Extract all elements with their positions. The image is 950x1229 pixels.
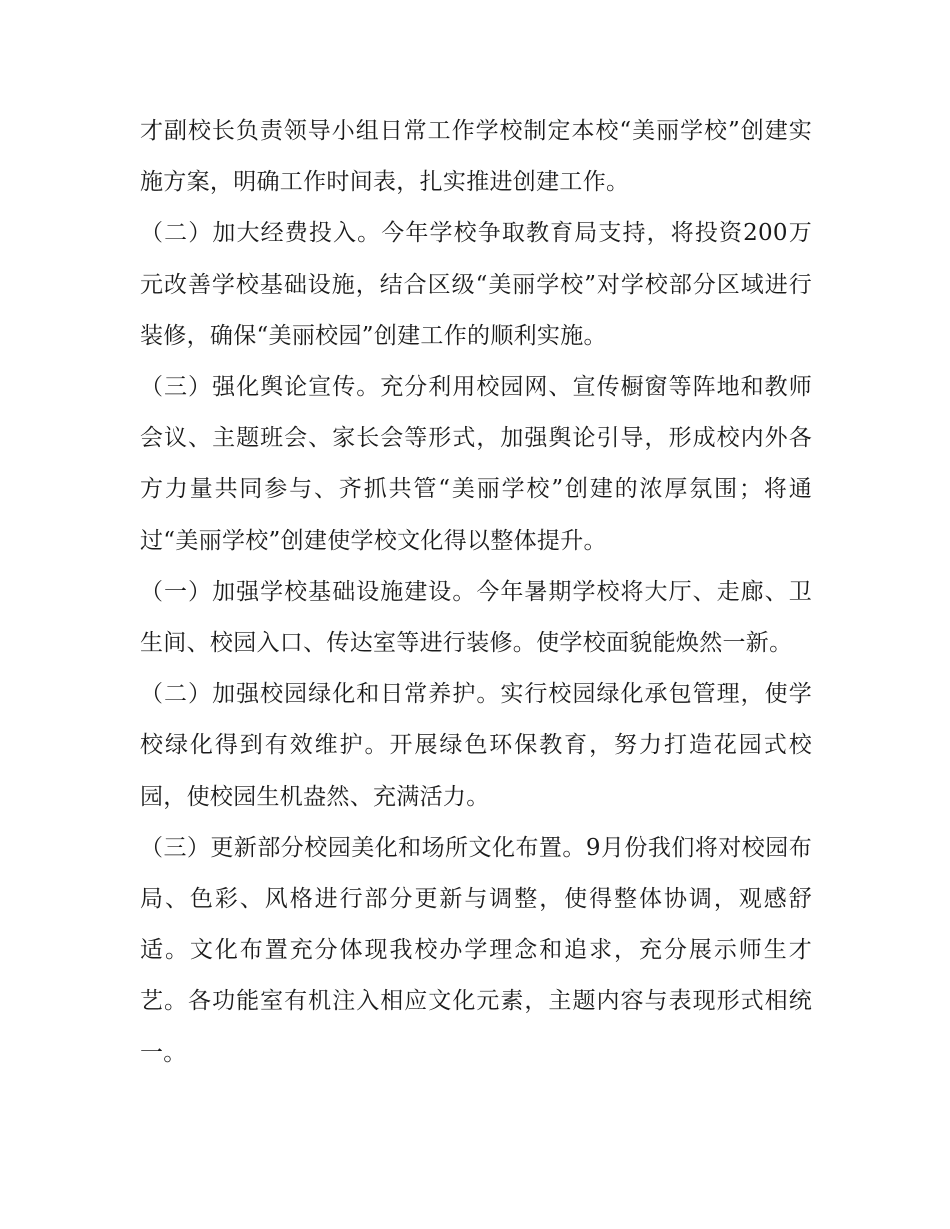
paragraph-1: 才副校长负责领导小组日常工作学校制定本校“美丽学校”创建实施方案，明确工作时间表，扎实推进创建工作。 [140,118,812,196]
paragraph-6: （三）更新部分校园美化和场所文化布置。9月份我们将对校园布局、色彩、风格进行部分更新与调整，使得整体协调，观感舒适。文化布置充分体现我校办学理念和追求，充分展示师生才艺。各功能室有机注入相应文化元素，主题内容与表现形式相统一。 [140,834,812,1066]
paragraph-2: （二）加大经费投入。今年学校争取教育局支持，将投资200万元改善学校基础设施，结合区级“美丽学校”对学校部分区域进行装修，确保“美丽校园”创建工作的顺利实施。 [140,220,812,349]
paragraph-5: （二）加强校园绿化和日常养护。实行校园绿化承包管理，使学校绿化得到有效维护。开展绿色环保教育，努力打造花园式校园，使校园生机盎然、充满活力。 [140,681,812,810]
paragraph-4: （一）加强学校基础设施建设。今年暑期学校将大厅、走廊、卫生间、校园入口、传达室等进行装修。使学校面貌能焕然一新。 [140,578,812,657]
document-body [140,106,812,1079]
paragraph-3: （三）强化舆论宣传。充分利用校园网、宣传橱窗等阵地和教师会议、主题班会、家长会等形式，加强舆论引导，形成校内外各方力量共同参与、齐抓共管“美丽学校”创建的浓厚氛围；将通过“美丽学校”创建使学校文化得以整体提升。 [140,374,812,554]
